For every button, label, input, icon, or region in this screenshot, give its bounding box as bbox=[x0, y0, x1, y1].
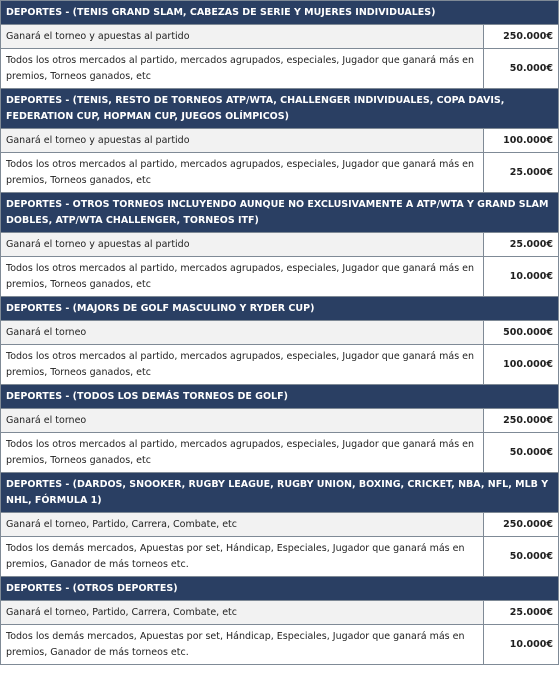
row-amount: 250.000€ bbox=[484, 513, 559, 536]
row-description: Todos los otros mercados al partido, mercados agrupados, especiales, Jugador que ganará más en premios, Torneos ganados, etc bbox=[1, 433, 484, 472]
table-row bbox=[1, 153, 559, 193]
row-description: Ganará el torneo bbox=[1, 409, 484, 432]
table-row bbox=[1, 513, 559, 537]
row-amount: 25.000€ bbox=[484, 233, 559, 256]
section-header-text: DEPORTES - (MAJORS DE GOLF MASCULINO Y RYDER CUP) bbox=[6, 302, 315, 314]
row-description: Todos los otros mercados al partido, mercados agrupados, especiales, Jugador que ganará más en premios, Torneos ganados, etc bbox=[1, 49, 484, 88]
table-row bbox=[1, 601, 559, 625]
table-row bbox=[1, 129, 559, 153]
section-header-text: DEPORTES - OTROS TORNEOS INCLUYENDO AUNQUE NO EXCLUSIVAMENTE A ATP/WTA Y GRAND SLAM DOBLES, ATP/WTA CHALLENGER, TORNEOS ITF) bbox=[6, 198, 549, 226]
row-description: Ganará el torneo, Partido, Carrera, Combate, etc bbox=[1, 601, 484, 624]
row-description: Ganará el torneo y apuestas al partido bbox=[1, 25, 484, 48]
row-amount: 50.000€ bbox=[484, 433, 559, 472]
table-row bbox=[1, 25, 559, 49]
row-amount: 100.000€ bbox=[484, 345, 559, 384]
section-header bbox=[1, 297, 559, 321]
row-description: Ganará el torneo, Partido, Carrera, Combate, etc bbox=[1, 513, 484, 536]
row-amount: 250.000€ bbox=[484, 25, 559, 48]
table-row bbox=[1, 345, 559, 385]
section-header-text: DEPORTES - (TENIS, RESTO DE TORNEOS ATP/WTA, CHALLENGER INDIVIDUALES, COPA DAVIS, FEDERATION CUP, HOPMAN CUP, JUEGOS OLÍMPICOS) bbox=[6, 94, 505, 122]
table-row bbox=[1, 257, 559, 297]
row-description: Ganará el torneo y apuestas al partido bbox=[1, 233, 484, 256]
row-amount: 250.000€ bbox=[484, 409, 559, 432]
row-description: Todos los demás mercados, Apuestas por set, Hándicap, Especiales, Jugador que ganará más en premios, Ganador de más torneos etc. bbox=[1, 537, 484, 576]
row-amount: 50.000€ bbox=[484, 49, 559, 88]
row-description: Todos los otros mercados al partido, mercados agrupados, especiales, Jugador que ganará más en premios, Torneos ganados, etc bbox=[1, 153, 484, 192]
row-description: Todos los demás mercados, Apuestas por set, Hándicap, Especiales, Jugador que ganará más en premios, Ganador de más torneos etc. bbox=[1, 625, 484, 664]
section-header-text: DEPORTES - (DARDOS, SNOOKER, RUGBY LEAGUE, RUGBY UNION, BOXING, CRICKET, NBA, NFL, MLB Y NHL, FÓRMULA 1) bbox=[6, 478, 549, 506]
table-row bbox=[1, 537, 559, 577]
section-header-text: DEPORTES - (TENIS GRAND SLAM, CABEZAS DE SERIE Y MUJERES INDIVIDUALES) bbox=[6, 6, 436, 18]
section-header bbox=[1, 193, 559, 233]
table-row bbox=[1, 433, 559, 473]
section-header-text: DEPORTES - (OTROS DEPORTES) bbox=[6, 582, 178, 594]
row-description: Todos los otros mercados al partido, mercados agrupados, especiales, Jugador que ganará más en premios, Torneos ganados, etc bbox=[1, 345, 484, 384]
section-header bbox=[1, 473, 559, 513]
row-amount: 100.000€ bbox=[484, 129, 559, 152]
table-row bbox=[1, 49, 559, 89]
table-row bbox=[1, 409, 559, 433]
section-header-text: DEPORTES - (TODOS LOS DEMÁS TORNEOS DE GOLF) bbox=[6, 390, 288, 402]
row-description: Ganará el torneo bbox=[1, 321, 484, 344]
row-amount: 25.000€ bbox=[484, 601, 559, 624]
row-description: Todos los otros mercados al partido, mercados agrupados, especiales, Jugador que ganará más en premios, Torneos ganados, etc bbox=[1, 257, 484, 296]
table-row bbox=[1, 233, 559, 257]
table-row bbox=[1, 625, 559, 665]
section-header bbox=[1, 1, 559, 25]
table-row bbox=[1, 321, 559, 345]
row-amount: 50.000€ bbox=[484, 537, 559, 576]
row-amount: 10.000€ bbox=[484, 257, 559, 296]
row-description: Ganará el torneo y apuestas al partido bbox=[1, 129, 484, 152]
row-amount: 500.000€ bbox=[484, 321, 559, 344]
row-amount: 25.000€ bbox=[484, 153, 559, 192]
section-header bbox=[1, 89, 559, 129]
row-amount: 10.000€ bbox=[484, 625, 559, 664]
section-header bbox=[1, 385, 559, 409]
section-header bbox=[1, 577, 559, 601]
